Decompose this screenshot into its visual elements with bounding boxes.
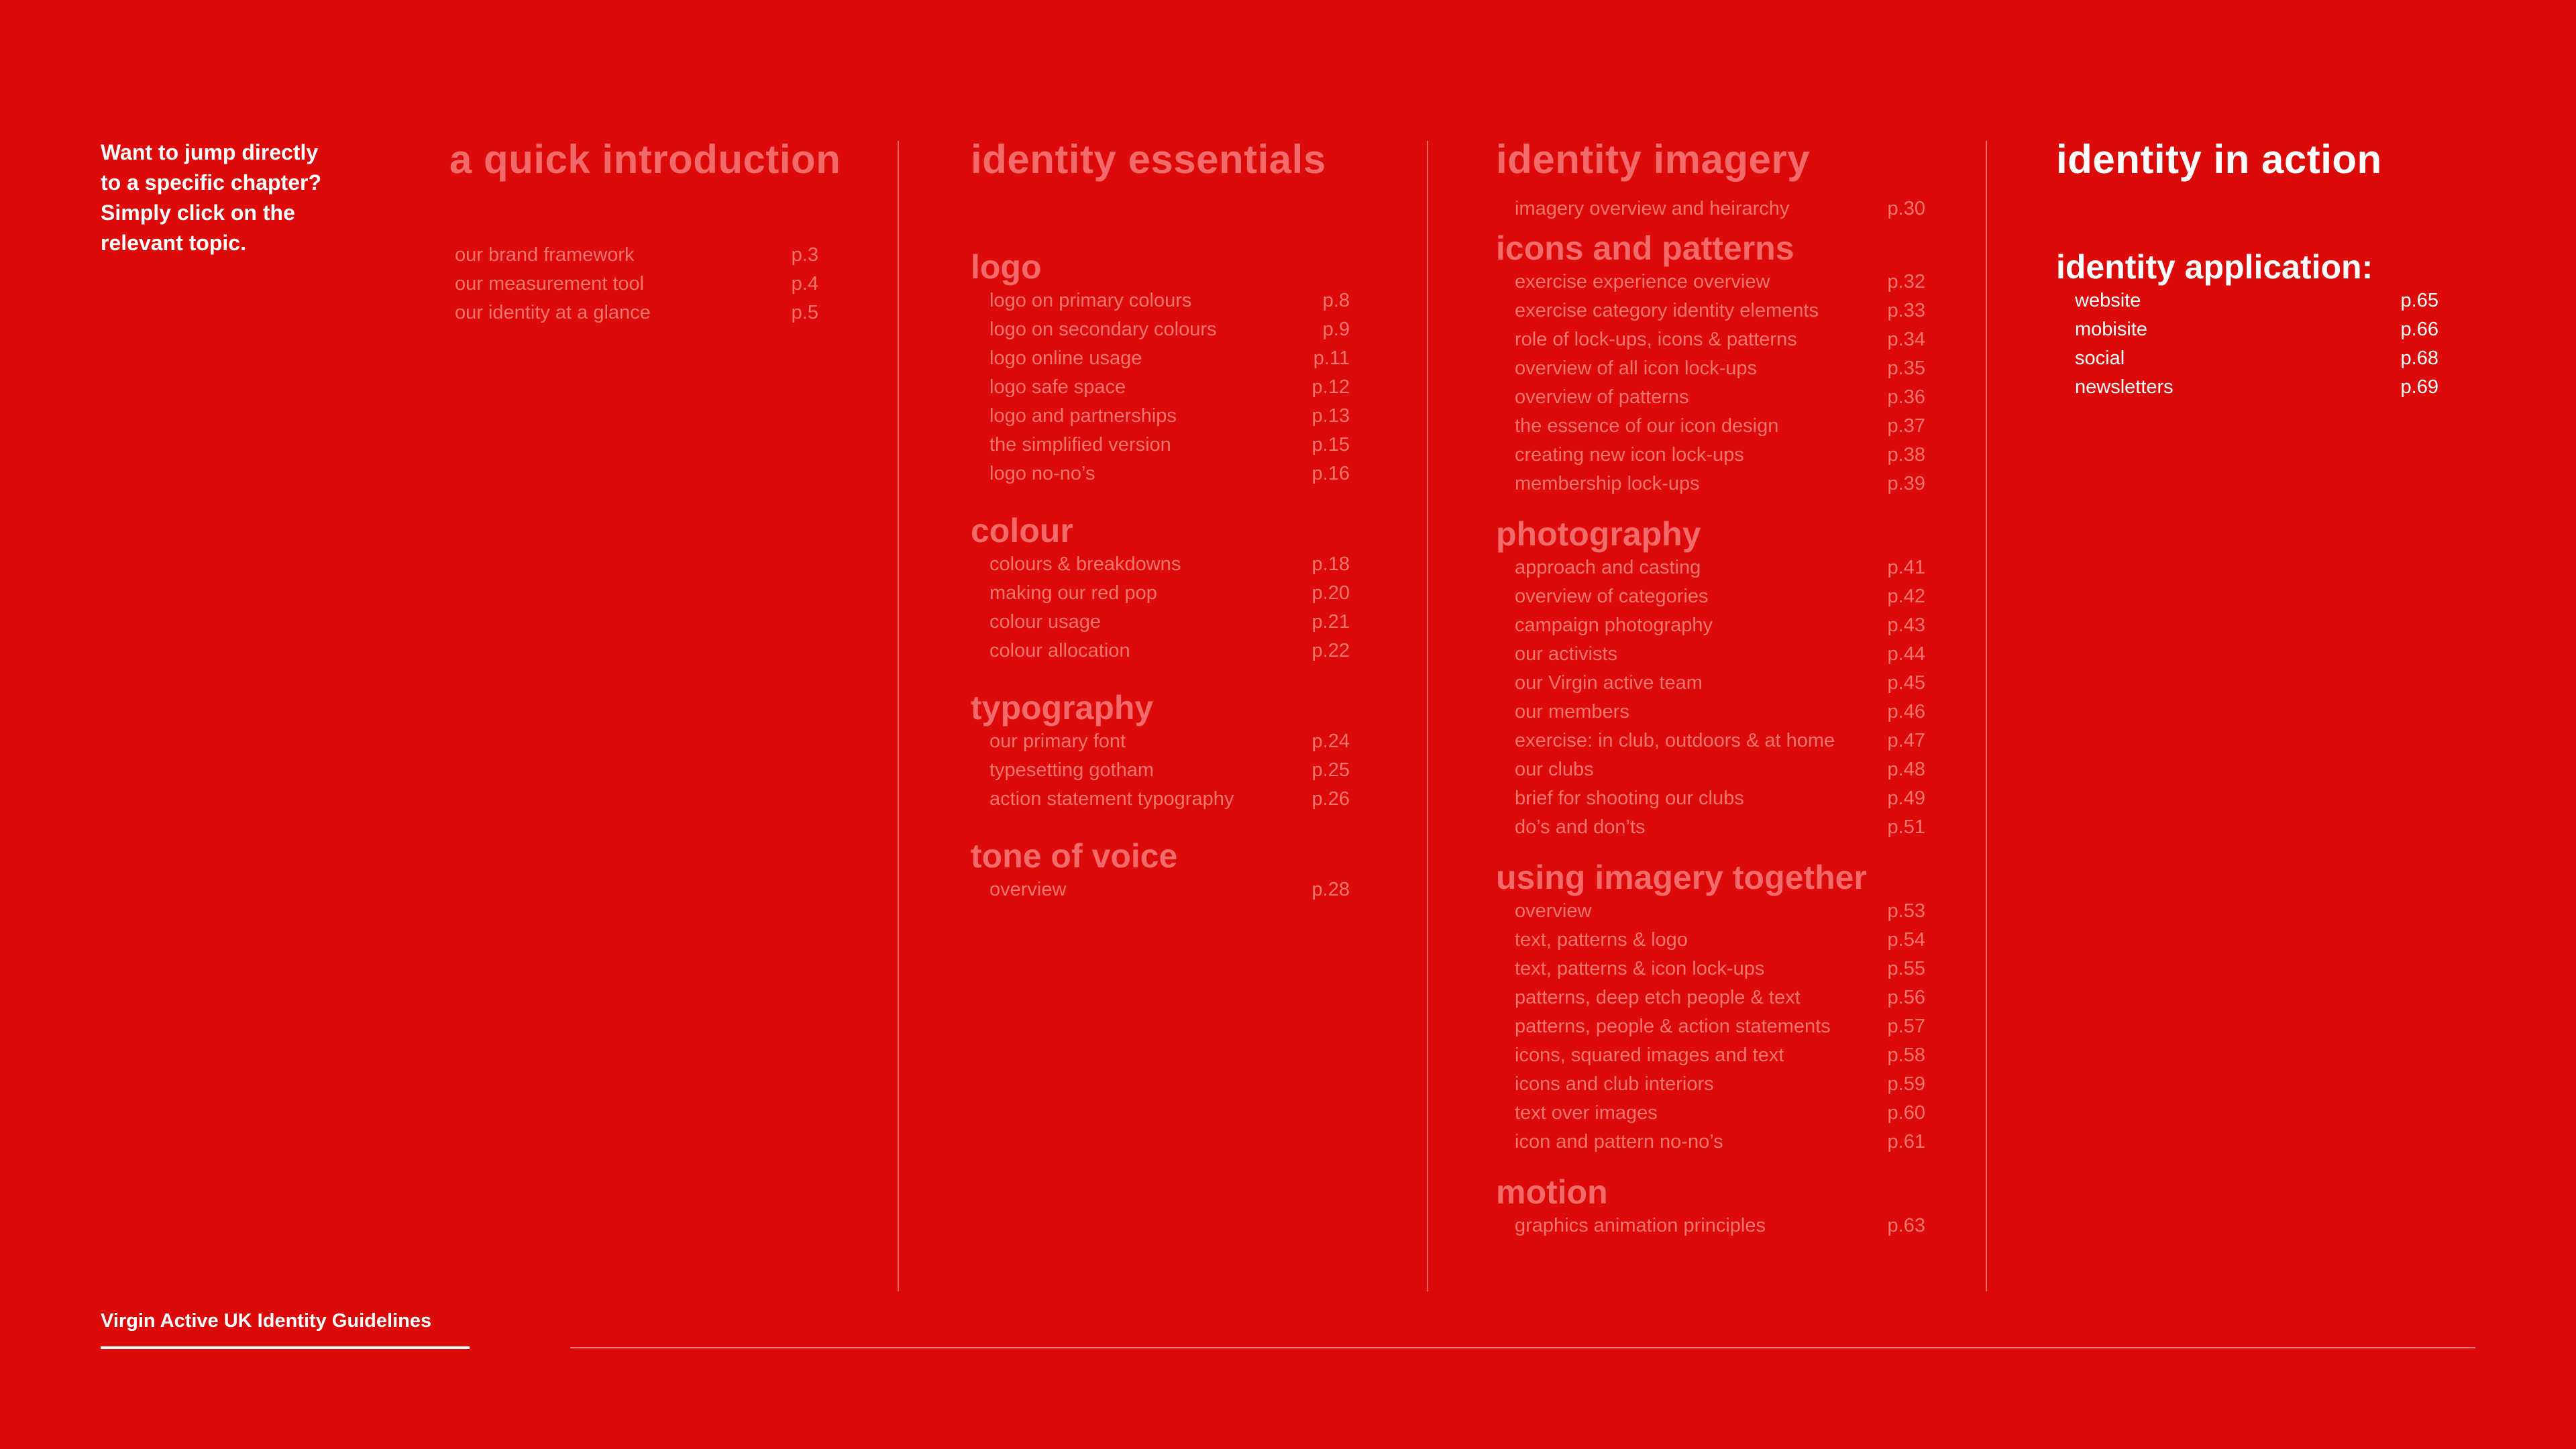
entry-page: p.5 <box>791 302 818 323</box>
entry-page: p.18 <box>1311 553 1350 575</box>
toc-entry[interactable] <box>1515 755 1925 784</box>
toc-entry[interactable] <box>1515 1128 1925 1157</box>
toc-entry[interactable] <box>989 460 1350 488</box>
toc-entry[interactable] <box>1515 441 1925 470</box>
column-divider <box>898 141 899 1291</box>
toc-entry[interactable] <box>989 431 1350 460</box>
toc-entry[interactable] <box>2075 373 2438 402</box>
entry-page: p.36 <box>1887 386 1925 408</box>
toc-entry[interactable] <box>989 579 1350 608</box>
entry-label: our members <box>1515 701 1629 722</box>
entry-page: p.59 <box>1887 1073 1925 1095</box>
toc-entry[interactable] <box>989 785 1350 814</box>
entry-label: creating new icon lock-ups <box>1515 444 1744 466</box>
toc-entry[interactable] <box>2075 315 2438 344</box>
intro-note-line: Want to jump directly <box>101 140 319 164</box>
toc-entry[interactable] <box>455 299 818 327</box>
column-identity-imagery <box>1496 134 1925 1240</box>
entry-label: overview of categories <box>1515 586 1709 607</box>
entry-list <box>1496 268 1925 498</box>
toc-entry[interactable] <box>1515 1041 1925 1070</box>
entry-page: p.57 <box>1887 1016 1925 1037</box>
toc-entry[interactable] <box>989 315 1350 344</box>
entry-list <box>449 241 818 327</box>
toc-entry[interactable] <box>1515 669 1925 698</box>
entry-label: do’s and don’ts <box>1515 816 1646 838</box>
column-title[interactable]: a quick introduction <box>449 137 841 182</box>
section-heading[interactable]: identity application: <box>2056 248 2373 286</box>
entry-page: p.38 <box>1887 444 1925 466</box>
entry-label: the essence of our icon design <box>1515 415 1779 437</box>
entry-label: overview <box>989 879 1067 900</box>
section-motion <box>1496 1173 1925 1240</box>
toc-entry[interactable] <box>1515 325 1925 354</box>
toc-entry[interactable] <box>1515 727 1925 755</box>
entry-page: p.42 <box>1887 586 1925 607</box>
toc-entry[interactable] <box>1515 955 1925 983</box>
toc-entry[interactable] <box>989 608 1350 637</box>
footer-underline <box>101 1346 470 1349</box>
entry-list <box>2056 286 2438 402</box>
entry-label: overview of all icon lock-ups <box>1515 358 1758 379</box>
entry-label: approach and casting <box>1515 557 1701 578</box>
entry-label: icons, squared images and text <box>1515 1044 1784 1066</box>
entry-page: p.47 <box>1887 730 1925 751</box>
entry-label: text, patterns & logo <box>1515 929 1688 951</box>
entry-label: logo safe space <box>989 376 1126 398</box>
entry-label: patterns, people & action statements <box>1515 1016 1831 1037</box>
entry-label: exercise: in club, outdoors & at home <box>1515 730 1835 751</box>
section-heading[interactable]: icons and patterns <box>1496 229 1794 267</box>
entry-label: exercise category identity elements <box>1515 300 1819 321</box>
toc-entry[interactable] <box>1515 926 1925 955</box>
column-divider <box>1427 141 1428 1291</box>
toc-entry[interactable] <box>1515 897 1925 926</box>
entry-label: logo on secondary colours <box>989 319 1217 340</box>
entry-label: campaign photography <box>1515 614 1713 636</box>
entry-label: icons and club interiors <box>1515 1073 1714 1095</box>
footer-rule <box>570 1347 2475 1348</box>
toc-entry[interactable] <box>1515 983 1925 1012</box>
entry-page: p.28 <box>1311 879 1350 900</box>
entry-page: p.24 <box>1311 731 1350 752</box>
entry-label: making our red pop <box>989 582 1157 604</box>
entry-label: the simplified version <box>989 434 1171 455</box>
entry-label: membership lock-ups <box>1515 473 1700 494</box>
entry-page: p.55 <box>1887 958 1925 979</box>
entry-page: p.34 <box>1887 329 1925 350</box>
entry-page: p.46 <box>1887 701 1925 722</box>
entry-label: overview of patterns <box>1515 386 1689 408</box>
entry-page: p.22 <box>1311 640 1350 661</box>
entry-page: p.11 <box>1313 347 1350 369</box>
entry-label: colour allocation <box>989 640 1130 661</box>
toc-entry[interactable] <box>989 637 1350 665</box>
toc-entry[interactable] <box>2075 286 2438 315</box>
toc-entry[interactable] <box>989 727 1350 756</box>
entry-label: role of lock-ups, icons & patterns <box>1515 329 1797 350</box>
toc-entry[interactable] <box>989 550 1350 579</box>
entry-page: p.56 <box>1887 987 1925 1008</box>
entry-label: logo and partnerships <box>989 405 1177 427</box>
entry-page: p.60 <box>1887 1102 1925 1124</box>
toc-entry[interactable] <box>1515 470 1925 498</box>
section-identity-application <box>2056 248 2438 402</box>
entry-page: p.45 <box>1887 672 1925 694</box>
entry-page: p.21 <box>1311 611 1350 633</box>
entry-label: action statement typography <box>989 788 1234 810</box>
section-colour <box>971 511 1350 665</box>
toc-entry[interactable] <box>989 875 1350 904</box>
section-heading[interactable]: motion <box>1496 1173 1608 1211</box>
entry-label: our measurement tool <box>455 273 645 294</box>
toc-entry[interactable] <box>455 241 818 270</box>
toc-entry[interactable] <box>989 373 1350 402</box>
entry-label: overview <box>1515 900 1592 922</box>
toc-entry[interactable] <box>1515 784 1925 813</box>
toc-entry[interactable] <box>989 402 1350 431</box>
entry-page: p.13 <box>1311 405 1350 427</box>
entry-label: patterns, deep etch people & text <box>1515 987 1801 1008</box>
entry-label: social <box>2075 347 2125 369</box>
entry-page: p.53 <box>1887 900 1925 922</box>
entry-label: icon and pattern no-no’s <box>1515 1131 1723 1152</box>
entry-page: p.35 <box>1887 358 1925 379</box>
entry-label: colour usage <box>989 611 1102 633</box>
entry-list <box>1496 1212 1925 1240</box>
entry-page: p.15 <box>1311 434 1350 455</box>
intro-note-line: relevant topic. <box>101 231 246 255</box>
footer-title: Virgin Active UK Identity Guidelines <box>101 1310 432 1332</box>
entry-label: imagery overview and heirarchy <box>1515 198 1790 219</box>
entry-page: p.8 <box>1322 290 1350 311</box>
entry-page: p.51 <box>1887 816 1925 838</box>
entry-page: p.66 <box>2400 319 2438 340</box>
entry-page: p.54 <box>1887 929 1925 951</box>
entry-page: p.26 <box>1311 788 1350 810</box>
column-divider <box>1986 141 1987 1291</box>
toc-entry[interactable] <box>1515 412 1925 441</box>
toc-entry[interactable] <box>1515 1012 1925 1041</box>
entry-page: p.9 <box>1322 319 1350 340</box>
toc-entry[interactable] <box>989 756 1350 785</box>
section-heading[interactable]: tone of voice <box>971 837 1178 875</box>
entry-page: p.63 <box>1887 1215 1925 1236</box>
intro-note-line: to a specific chapter? <box>101 170 321 195</box>
entry-label: newsletters <box>2075 376 2174 398</box>
toc-entry[interactable] <box>1515 698 1925 727</box>
entry-page: p.16 <box>1311 463 1350 484</box>
entry-label: logo online usage <box>989 347 1142 369</box>
entry-label: our Virgin active team <box>1515 672 1703 694</box>
entry-label: our identity at a glance <box>455 302 651 323</box>
entry-page: p.4 <box>791 273 818 294</box>
toc-entry[interactable] <box>989 286 1350 315</box>
column-identity-essentials <box>971 134 1350 904</box>
entry-label: our clubs <box>1515 759 1594 780</box>
toc-entry[interactable] <box>1515 383 1925 412</box>
entry-page: p.37 <box>1887 415 1925 437</box>
toc-entry[interactable] <box>1515 195 1925 223</box>
entry-label: website <box>2075 290 2141 311</box>
toc-entry[interactable] <box>1515 640 1925 669</box>
toc-entry[interactable] <box>1515 1070 1925 1099</box>
entry-label: our activists <box>1515 643 1618 665</box>
toc-entry[interactable] <box>1515 1212 1925 1240</box>
entry-page: p.3 <box>791 244 818 266</box>
section-icons-and-patterns <box>1496 229 1925 498</box>
entry-label: mobisite <box>2075 319 2147 340</box>
toc-entry[interactable] <box>1515 553 1925 582</box>
toc-entry[interactable] <box>1515 354 1925 383</box>
entry-page: p.48 <box>1887 759 1925 780</box>
entry-page: p.44 <box>1887 643 1925 665</box>
entry-label: colours & breakdowns <box>989 553 1181 575</box>
toc-entry[interactable] <box>1515 268 1925 297</box>
entry-page: p.12 <box>1311 376 1350 398</box>
entry-page: p.68 <box>2400 347 2438 369</box>
toc-entry[interactable] <box>1515 813 1925 842</box>
column-title[interactable]: identity in action <box>2056 137 2382 182</box>
entry-label: graphics animation principles <box>1515 1215 1766 1236</box>
entry-label: logo no-no’s <box>989 463 1095 484</box>
entry-page: p.69 <box>2400 376 2438 398</box>
toc-entry[interactable] <box>989 344 1350 373</box>
entry-label: typesetting gotham <box>989 759 1155 781</box>
entry-page: p.33 <box>1887 300 1925 321</box>
entry-list <box>1496 897 1925 1157</box>
entry-page: p.49 <box>1887 788 1925 809</box>
column-quick-introduction <box>449 134 841 327</box>
toc-entry[interactable] <box>455 270 818 299</box>
entry-label: our brand framework <box>455 244 635 266</box>
entry-label: text, patterns & icon lock-ups <box>1515 958 1765 979</box>
section-photography <box>1496 515 1925 842</box>
entry-page: p.20 <box>1311 582 1350 604</box>
section-heading[interactable]: typography <box>971 689 1154 727</box>
column-title[interactable]: identity essentials <box>971 137 1326 182</box>
entry-label: brief for shooting our clubs <box>1515 788 1744 809</box>
intro-note-line: Simply click on the <box>101 201 295 225</box>
section-logo <box>971 248 1350 488</box>
entry-list <box>971 286 1350 488</box>
toc-entry[interactable] <box>1515 611 1925 640</box>
section-heading[interactable]: colour <box>971 512 1073 549</box>
entry-label: logo on primary colours <box>989 290 1192 311</box>
section-typography <box>971 688 1350 814</box>
section-using-imagery-together <box>1496 858 1925 1157</box>
entry-page: p.41 <box>1887 557 1925 578</box>
entry-label: our primary font <box>989 731 1126 752</box>
intro-note <box>101 138 369 258</box>
entry-page: p.58 <box>1887 1044 1925 1066</box>
section-tone-of-voice <box>971 837 1350 904</box>
entry-list <box>1496 553 1925 842</box>
section-heading[interactable]: using imagery together <box>1496 859 1867 896</box>
column-identity-in-action <box>2056 134 2438 402</box>
entry-page: p.65 <box>2400 290 2438 311</box>
entry-page: p.30 <box>1887 198 1925 219</box>
entry-list <box>1496 195 1925 223</box>
entry-page: p.32 <box>1887 271 1925 292</box>
column-title[interactable]: identity imagery <box>1496 137 1811 182</box>
toc-entry[interactable] <box>1515 1099 1925 1128</box>
entry-page: p.61 <box>1887 1131 1925 1152</box>
entry-label: exercise experience overview <box>1515 271 1770 292</box>
toc-entry[interactable] <box>2075 344 2438 373</box>
entry-list <box>971 875 1350 904</box>
section-heading[interactable]: logo <box>971 248 1042 286</box>
entry-page: p.43 <box>1887 614 1925 636</box>
entry-page: p.25 <box>1311 759 1350 781</box>
toc-entry[interactable] <box>1515 582 1925 611</box>
section-heading[interactable]: photography <box>1496 515 1701 553</box>
entry-page: p.39 <box>1887 473 1925 494</box>
entry-list <box>971 727 1350 814</box>
toc-entry[interactable] <box>1515 297 1925 325</box>
entry-label: text over images <box>1515 1102 1658 1124</box>
entry-list <box>971 550 1350 665</box>
